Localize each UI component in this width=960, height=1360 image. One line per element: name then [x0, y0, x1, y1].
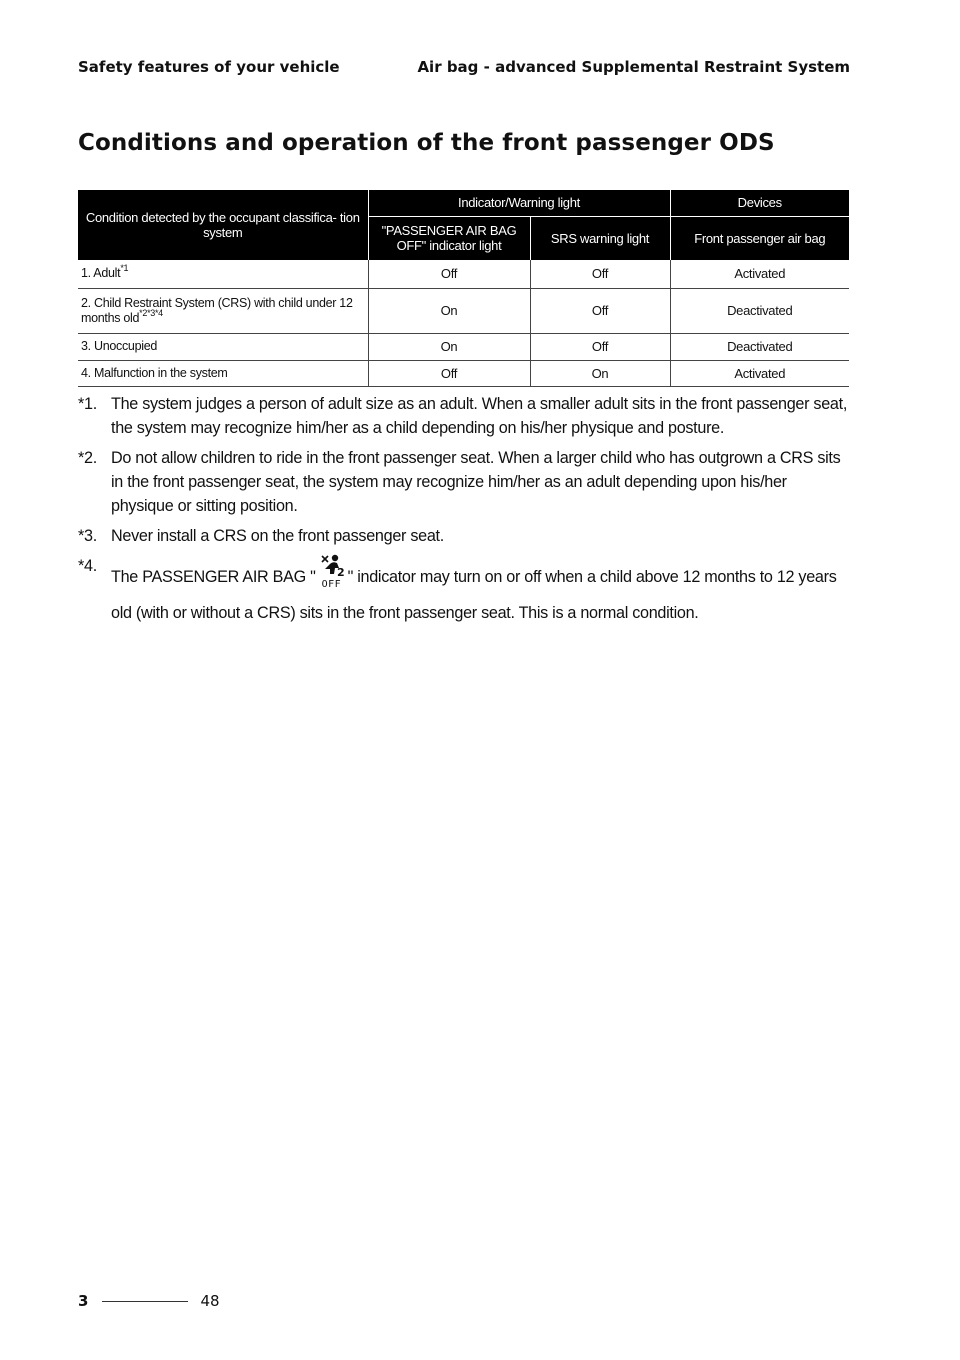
- footnote: [78, 392, 850, 440]
- footnote-number: *1.: [78, 395, 97, 413]
- header-condition: Condition detected by the occupant classifica- tion system: [78, 190, 368, 260]
- table-row: [78, 260, 849, 288]
- footnote-number: *2.: [78, 449, 97, 467]
- row-condition: 2. Child Restraint System (CRS) with child under 12 months old: [81, 295, 353, 325]
- row-off-light: On: [368, 333, 530, 360]
- footnote-text: The system judges a person of adult size as an adult. When a smaller adult sits in the front passenger seat, the system may recognize him/her as a child depending on his/her physique and posture.: [111, 395, 848, 437]
- footer-divider: [102, 1301, 188, 1302]
- footnote-text: Do not allow children to ride in the front passenger seat. When a larger child who has outgrown a CRS sits in the front passenger seat, the system may recognize him/her as an adult depending upon his/her physique or sitting position.: [111, 449, 841, 515]
- row-bag: Activated: [670, 360, 849, 386]
- footnote: [78, 554, 850, 631]
- row-off-light: On: [368, 288, 530, 333]
- page-header: [78, 58, 850, 76]
- row-footnote-ref: *1: [120, 263, 129, 274]
- row-bag: Deactivated: [670, 333, 849, 360]
- footnote: [78, 446, 850, 518]
- header-front-passenger-bag: Front passenger air bag: [670, 216, 849, 260]
- svg-text:2: 2: [336, 566, 344, 578]
- row-condition: 4. Malfunction in the system: [81, 365, 228, 380]
- table-row: [78, 288, 849, 333]
- page-title: Conditions and operation of the front passenger ODS: [78, 130, 775, 156]
- table-row: [78, 360, 849, 386]
- row-bag: Deactivated: [670, 288, 849, 333]
- footnote: [78, 524, 850, 548]
- footnote-text-before: The PASSENGER AIR BAG ": [111, 568, 316, 586]
- footnote-text-after: " indicator may turn on or off when a child above 12 months to 12 years old (with or without a CRS) sits in the front passenger seat. This is a normal condition.: [111, 568, 837, 622]
- footnote-number: *3.: [78, 527, 97, 545]
- row-off-light: Off: [368, 360, 530, 386]
- passenger-airbag-off-icon: [317, 554, 347, 588]
- ods-conditions-table: [78, 190, 849, 387]
- row-srs: Off: [530, 288, 670, 333]
- row-srs: On: [530, 360, 670, 386]
- footnote-text: Never install a CRS on the front passenger seat.: [111, 527, 444, 545]
- header-indicator-group: Indicator/Warning light: [368, 190, 670, 216]
- page-footer: [78, 1292, 220, 1310]
- row-condition: 1. Adult: [81, 266, 121, 281]
- row-srs: Off: [530, 333, 670, 360]
- icon-off-label: OFF: [321, 579, 342, 590]
- row-bag: Activated: [670, 260, 849, 288]
- table-row: [78, 333, 849, 360]
- chapter-number: 3: [78, 1292, 89, 1310]
- footnote-number: *4.: [78, 557, 97, 575]
- footnotes: [78, 392, 850, 637]
- header-section-left: Safety features of your vehicle: [78, 58, 340, 76]
- header-section-right: Air bag - advanced Supplemental Restraint System: [417, 58, 850, 76]
- row-footnote-ref: *2*3*4: [139, 307, 163, 318]
- row-condition: 3. Unoccupied: [81, 339, 158, 353]
- row-off-light: Off: [368, 260, 530, 288]
- page-number: 48: [200, 1292, 220, 1310]
- row-srs: Off: [530, 260, 670, 288]
- header-srs-light: SRS warning light: [530, 216, 670, 260]
- header-devices-group: Devices: [670, 190, 849, 216]
- header-passenger-off-light: "PASSENGER AIR BAG OFF" indicator light: [368, 216, 530, 260]
